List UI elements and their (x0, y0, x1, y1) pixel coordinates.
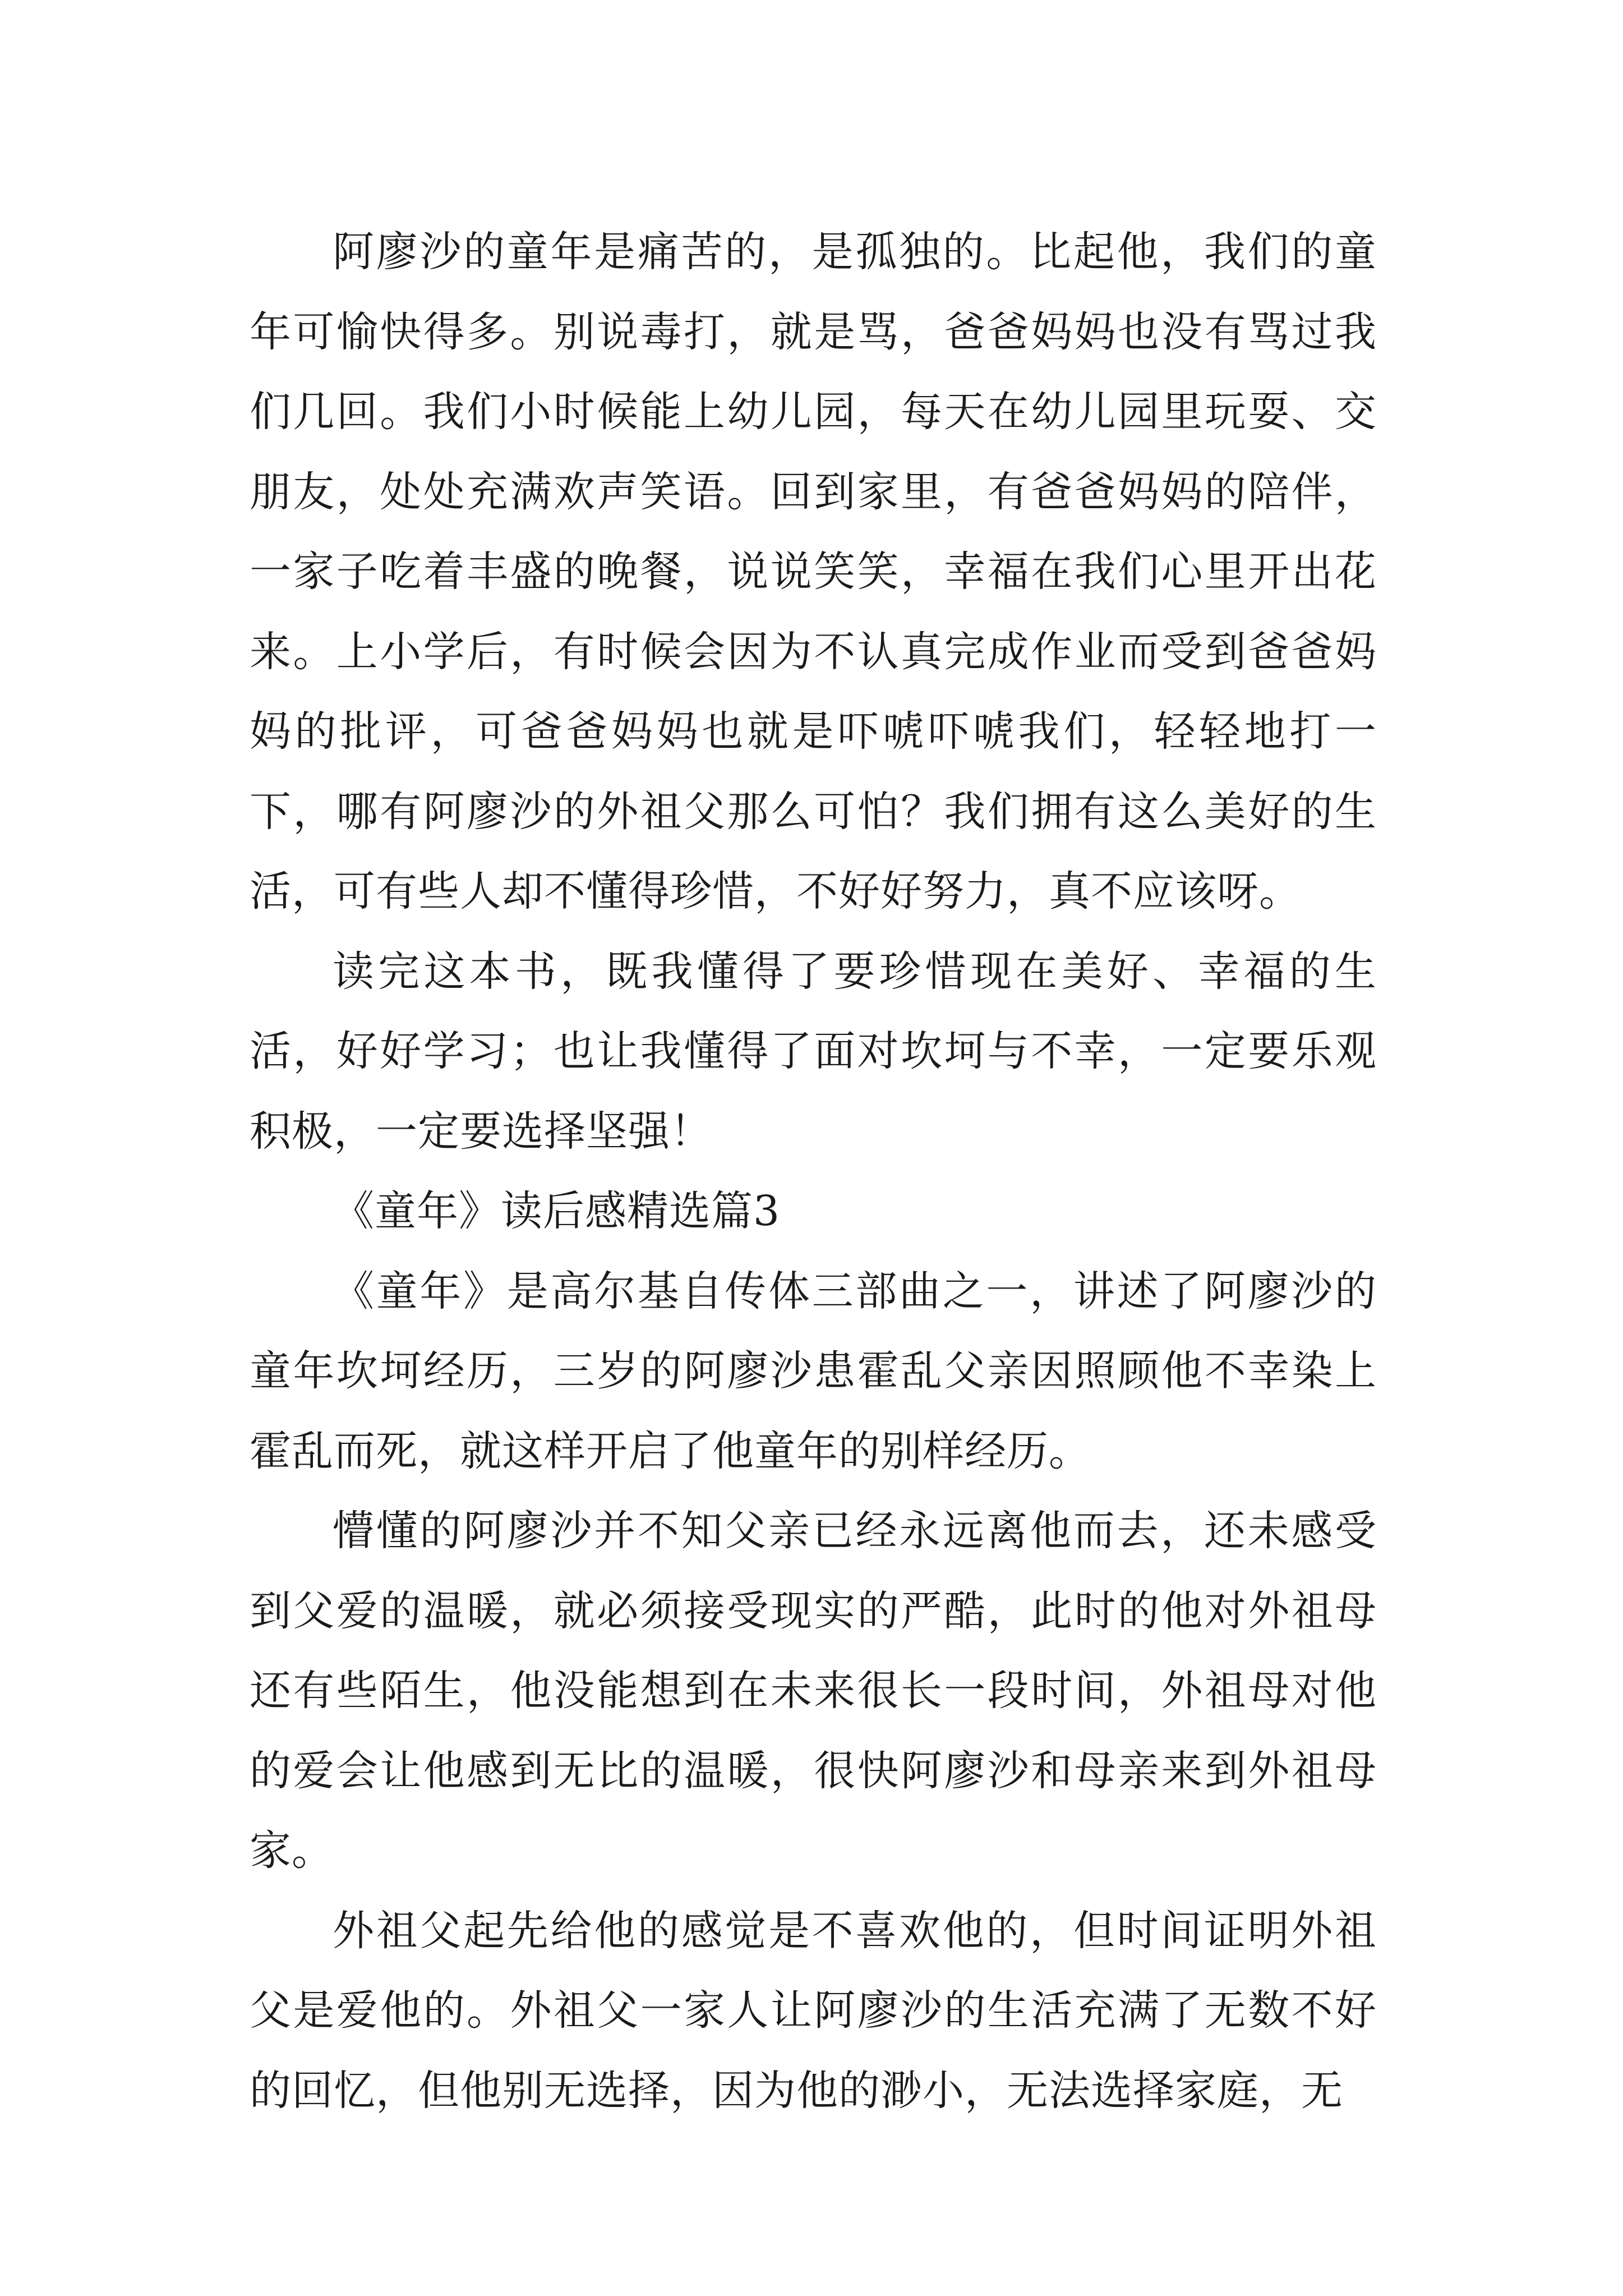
paragraph-reading-reflection: 读完这本书，既我懂得了要珍惜现在美好、幸福的生活，好好学习；也让我懂得了面对坎坷与不幸，一定要乐观积极，一定要选择坚强！ (250, 947, 1377, 1156)
paragraph-alyosha-arrival: 懵懂的阿廖沙并不知父亲已经永远离他而去，还未感受到父爱的温暖，就必须接受现实的严酷，此时的他对外祖母还有些陌生，他没能想到在未来很长一段时间，外祖母对他的爱会让他感到无比的温暖，很快阿廖沙和母亲来到外祖母家。 (250, 1507, 1377, 1875)
document-body (250, 212, 1377, 2131)
paragraph-grandfather: 外祖父起先给他的感觉是不喜欢他的，但时间证明外祖父是爱他的。外祖父一家人让阿廖沙的生活充满了无数不好的回忆，但他别无选择，因为他的渺小，无法选择家庭，无 (250, 1906, 1377, 2115)
section-heading: 《童年》读后感精选篇3 (333, 1187, 781, 1235)
paragraph-childhood-comparison: 阿廖沙的童年是痛苦的，是孤独的。比起他，我们的童年可愉快得多。别说毒打，就是骂，爸爸妈妈也没有骂过我们几回。我们小时候能上幼儿园，每天在幼儿园里玩耍、交朋友，处处充满欢声笑语。回到家里，有爸爸妈妈的陪伴，一家子吃着丰盛的晚餐，说说笑笑，幸福在我们心里开出花来。上小学后，有时候会因为不认真完成作业而受到爸爸妈妈的批评，可爸爸妈妈也就是吓唬吓唬我们，轻轻地打一下，哪有阿廖沙的外祖父那么可怕？我们拥有这么美好的生活，可有些人却不懂得珍惜，不好好努力，真不应该呀。 (250, 228, 1377, 915)
paragraph-book-introduction: 《童年》是高尔基自传体三部曲之一，讲述了阿廖沙的童年坎坷经历，三岁的阿廖沙患霍乱父亲因照顾他不幸染上霍乱而死，就这样开启了他童年的别样经历。 (250, 1267, 1377, 1475)
